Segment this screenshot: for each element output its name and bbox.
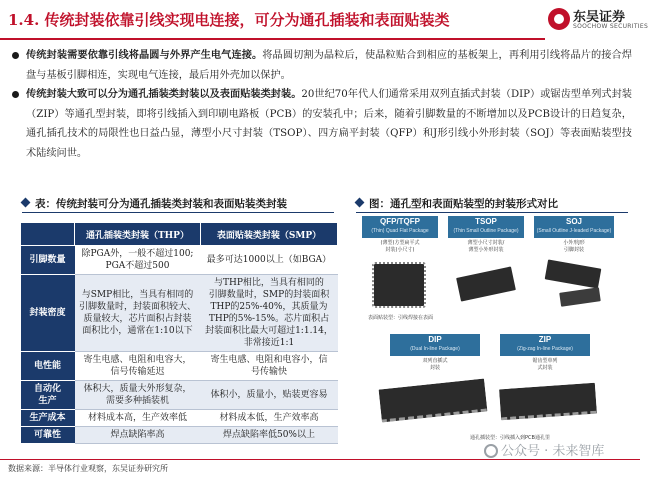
figure-heading — [356, 196, 558, 211]
dip-chip-image — [379, 379, 488, 423]
thp-cell: 焊点缺陷率高 — [75, 427, 201, 444]
tht-caption: 通孔插装型：引线插入到PCB通孔里 — [470, 435, 550, 441]
package-name: ZIP — [538, 335, 552, 344]
table-heading-text: 表：传统封装可分为通孔插装类封装和表面贴装类封装 — [35, 198, 287, 210]
table-row — [21, 427, 338, 444]
tht-panel — [360, 334, 618, 444]
footer-rule — [0, 459, 640, 460]
smt-panel — [360, 216, 618, 326]
table-header-row — [21, 223, 338, 246]
package-subtitle: (薄型)方型扁平式 封装(小尺寸) — [380, 240, 420, 253]
package-subtitle: 锯齿型单列 式封装 — [532, 358, 558, 371]
row-label: 封装密度 — [21, 275, 75, 352]
smt-caption: 表面贴装型：引线焊接在表面 — [368, 315, 434, 321]
row-label: 自动化 生产 — [21, 381, 75, 410]
tsop-chip-image — [456, 266, 516, 301]
package-subtitle: 薄型小尺寸封装/ 薄型小外形封装 — [467, 240, 505, 253]
row-label: 生产成本 — [21, 410, 75, 427]
package-header — [362, 216, 438, 238]
row-label: 引脚数量 — [21, 246, 75, 275]
brand-logo — [548, 6, 648, 36]
row-label: 可靠性 — [21, 427, 75, 444]
comparison-table — [20, 222, 338, 444]
watermark-text: 公众号 · 未来智库 — [501, 444, 605, 459]
bullet-lead: 传统封装需要依靠引线将晶圆与外界产生电气连接。 — [26, 49, 263, 61]
soj-chip-image — [559, 287, 601, 306]
thp-cell: 除PGA外，一般不超过100; PGA不超过500 — [75, 246, 201, 275]
zip-chip-image — [499, 383, 597, 421]
table-row — [21, 275, 338, 352]
wechat-icon — [484, 444, 498, 458]
smp-cell: 最多可达1000以上（如BGA） — [200, 246, 337, 275]
package-figure — [360, 216, 620, 444]
package-header — [448, 216, 524, 238]
diamond-icon — [355, 198, 365, 208]
bullet-text: 将晶圆切割为晶粒后，使晶粒贴合到相应的基板架上，再利用引线将晶片的接合焊盘与基板引脚相连，实现电气连接，最后用外壳加以保护。 — [26, 50, 633, 81]
title-bar — [0, 0, 648, 40]
smp-cell: 与THP相比，当具有相同的 引脚数量时，SMP的封装面积 THP的25%-40%，其质量为 THP的5%-15%。芯片面积占 封装面积比最大可超过1:1.14， 非常接近1:1 — [200, 275, 337, 352]
thp-cell: 材料成本高，生产效率低 — [75, 410, 201, 427]
package-desc: (Thin Small Outline Package) — [453, 228, 519, 234]
package-name: QFP/TQFP — [380, 217, 420, 226]
title-rule — [0, 38, 545, 40]
package-subtitle: 小外形J形 引脚封装 — [563, 240, 585, 253]
source-note: 数据来源：半导体行业观察，东吴证券研究所 — [8, 464, 168, 473]
bullet-dot-icon — [12, 91, 19, 98]
package-header — [390, 334, 480, 356]
watermark — [484, 440, 604, 459]
package-desc: (Thin) Quad Flat Package — [371, 228, 429, 234]
thp-cell: 寄生电感、电阻和电容大， 信号传输延迟 — [75, 352, 201, 381]
logo-name-en: SOOCHOW SECURITIES — [573, 23, 648, 30]
bullet-dot-icon — [12, 52, 19, 59]
package-name: DIP — [428, 335, 442, 344]
thp-cell: 与SMP相比，当具有相同的 引脚数量时，封装面积较大、 质量较大，芯片面积占封装 面积比小，通常在1:10以下 — [75, 275, 201, 352]
smp-cell: 材料成本低，生产效率高 — [200, 410, 337, 427]
logo-name: 东吴证券 — [573, 10, 626, 25]
column-header — [21, 223, 75, 246]
package-desc: (Dual In-line Package) — [410, 346, 460, 352]
qfp-chip-image — [374, 264, 424, 306]
smp-cell: 焊点缺陷率低50%以上 — [200, 427, 337, 444]
table-row — [21, 246, 338, 275]
figure-heading-text: 图：通孔型和表面贴装型的封装形式对比 — [369, 198, 558, 210]
column-header: 表面贴装类封装（SMP） — [200, 223, 337, 246]
logo-mark-icon — [548, 8, 570, 30]
bullet-text: 20世纪70年代人们通常采用双列直插式封装（DIP）或锯齿型单列式封装（ZIP）等通孔型封装，即将引线插入到印刷电路板（PCB）的安装孔中；后来，随着引脚数量的不断增加以及PCB设计的日趋复杂，通孔插孔技术的局限性也日益凸显，薄型小尺寸封装（TSOP）、四方扁平封装（QFP）和J形引线小外形封装（SOJ）等表面贴装型技术陆续问世。 — [26, 89, 632, 159]
package-name: TSOP — [475, 217, 497, 226]
table-row — [21, 381, 338, 410]
package-header — [534, 216, 614, 238]
divider — [22, 212, 334, 213]
thp-cell: 体积大，质量大外形复杂， 需要多种插装机 — [75, 381, 201, 410]
page-title: 1.4. 传统封装依靠引线实现电连接，可分为通孔插装和表面贴装类 — [8, 11, 450, 29]
package-subtitle: 双列直插式 封装 — [422, 358, 448, 371]
table-heading — [22, 196, 287, 211]
smp-cell: 体积小，质量小，贴装更容易 — [200, 381, 337, 410]
bullet-item — [10, 46, 632, 85]
table-row — [21, 352, 338, 381]
bullet-item — [10, 85, 632, 163]
table-row — [21, 410, 338, 427]
package-header — [500, 334, 590, 356]
bullet-list — [10, 46, 632, 163]
diamond-icon — [21, 198, 31, 208]
package-desc: (Zig-zag In-line Package) — [517, 346, 573, 352]
package-desc: (Small Outline J-leaded Package) — [536, 228, 612, 234]
soj-chip-image — [545, 259, 602, 288]
smp-cell: 寄生电感、电阻和电容小，信 号传输快 — [200, 352, 337, 381]
row-label: 电性能 — [21, 352, 75, 381]
column-header: 通孔插装类封装（THP） — [75, 223, 201, 246]
package-name: SOJ — [565, 217, 582, 226]
bullet-lead: 传统封装大致可以分为通孔插装类封装以及表面贴装类封装。 — [26, 88, 302, 100]
divider — [356, 212, 628, 213]
